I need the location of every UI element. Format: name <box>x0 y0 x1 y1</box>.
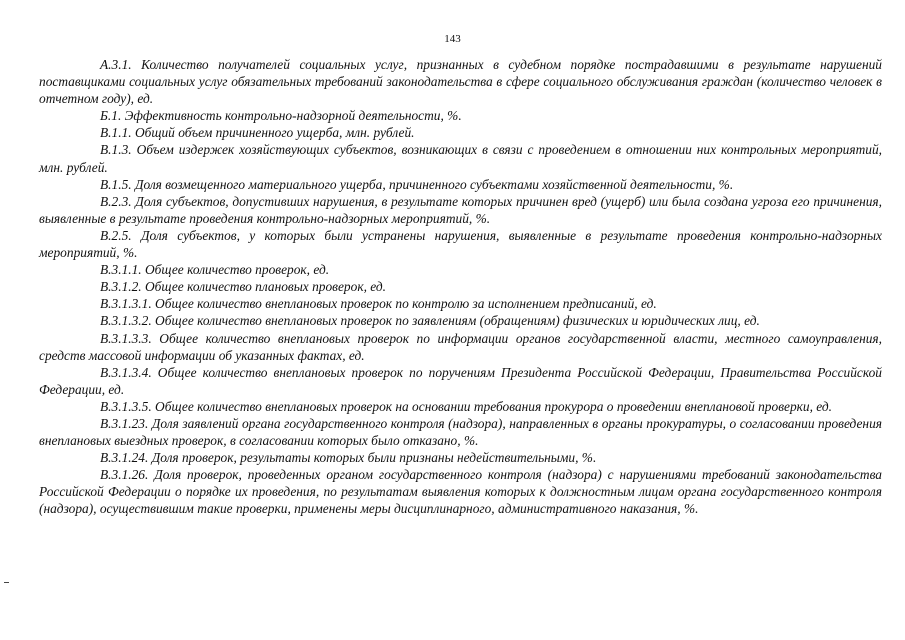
paragraph-v-3-1-3-1: В.3.1.3.1. Общее количество внеплановых проверок по контролю за исполнением предписаний, ед. <box>100 296 657 312</box>
paragraph-v-2-3: В.2.3. Доля субъектов, допустивших нарушения, в результате которых причинен вред (ущерб) или была создана угроза его причинения, выявленные в результате проведения контрольно-надзорных мероприятий, %. <box>39 193 882 226</box>
page-number: 143 <box>444 33 461 45</box>
paragraph-v-3-1-26: В.3.1.26. Доля проверок, проведенных органом государственного контроля (надзора) с нарушениями требований законодательства Российской Федерации о порядке их проведения, по результатам выявления которых к должностным лицам органа государственного контроля (надзора), осуществившим такие проверки, применены меры дисциплинарного, административного наказания, %. <box>39 467 882 517</box>
paragraph-v-3-1-3-5: В.3.1.3.5. Общее количество внеплановых проверок на основании требования прокурора о проведении внеплановой проверки, ед. <box>100 398 833 414</box>
paragraph-v-1-1: В.1.1. Общий объем причиненного ущерба, млн. рублей. <box>100 125 415 141</box>
paragraph-v-1-3: В.1.3. Объем издержек хозяйствующих субъектов, возникающих в связи с проведением в отношении них контрольных мероприятий, млн. рублей. <box>39 142 882 175</box>
paragraph-v-3-1-2: В.3.1.2. Общее количество плановых проверок, ед. <box>100 279 387 295</box>
paragraph-v-3-1-24: В.3.1.24. Доля проверок, результаты которых были признаны недействительными, %. <box>100 450 597 466</box>
paragraph-v-1-5: В.1.5. Доля возмещенного материального ущерба, причиненного субъектами хозяйственной деятельности, %. <box>100 176 734 192</box>
paragraph-v-3-1-3-2: В.3.1.3.2. Общее количество внеплановых проверок по заявлениям (обращениям) физических и юридических лиц, ед. <box>100 313 760 329</box>
paragraph-b-1: Б.1. Эффективность контрольно-надзорной деятельности, %. <box>100 108 462 124</box>
paragraph-v-2-5: В.2.5. Доля субъектов, у которых были устранены нарушения, выявленные в результате проведения контрольно-надзорных мероприятий, %. <box>39 227 882 261</box>
document-body <box>39 56 882 518</box>
paragraph-v-3-1-3-3: В.3.1.3.3. Общее количество внеплановых проверок по информации органов государственной власти, местного самоуправления, средств массовой информации об указанных фактах, ед. <box>39 330 882 363</box>
margin-tick-mark <box>4 582 9 583</box>
paragraph-a-3-1: А.3.1. Количество получателей социальных услуг, признанных в судебном порядке пострадавшими в результате нарушений поставщиками социальных услуг обязательных требований законодательства в сфере социального обслуживания граждан (количество человек в отчетном году), ед. <box>39 57 882 107</box>
paragraph-v-3-1-23: В.3.1.23. Доля заявлений органа государственного контроля (надзора), направленных в органы прокуратуры, о согласовании проведения внеплановых выездных проверок, в согласовании которых было отказано, %. <box>39 415 882 449</box>
paragraph-v-3-1-3-4: В.3.1.3.4. Общее количество внеплановых проверок по поручениям Президента Российской Федерации, Правительства Российской Федерации, ед. <box>39 364 882 397</box>
paragraph-v-3-1-1: В.3.1.1. Общее количество проверок, ед. <box>100 262 330 278</box>
